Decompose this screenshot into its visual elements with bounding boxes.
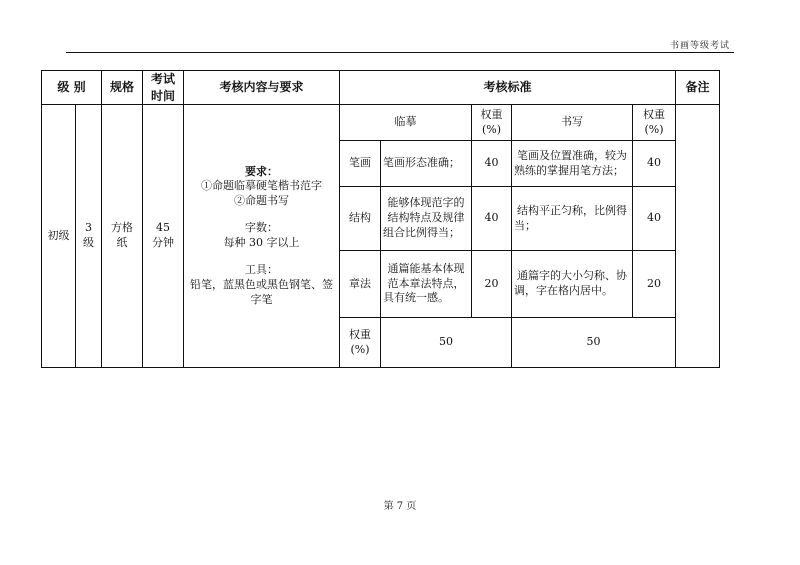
write-weight: 40 [633, 141, 676, 187]
time-cell [143, 105, 184, 368]
total-weight-label-line2: (%) [350, 342, 370, 356]
copy-description: 笔画形态准确； [381, 141, 472, 187]
tools-value-line1: 铅笔，蓝黑色或黑色钢笔、签 [190, 277, 333, 291]
write-weight: 20 [633, 251, 676, 318]
copy-weight: 20 [472, 251, 512, 318]
content-header: 考核内容与要求 [184, 71, 340, 105]
level-number-cell [76, 105, 102, 368]
write-subheader: 书写 [512, 105, 633, 141]
header-row [42, 71, 720, 105]
total-weight-label [340, 318, 381, 368]
total-weight-label-line1: 权重 [349, 327, 371, 341]
time-header-line1: 考试 [150, 72, 175, 87]
time-header-line2: 时间 [150, 88, 175, 103]
time-minutes: 45 [156, 221, 170, 235]
word-count-value: 每种 30 字以上 [223, 236, 300, 249]
tools-label: 工具： [245, 262, 278, 276]
level-unit: 级 [83, 236, 94, 249]
spec-cell [102, 105, 143, 368]
spacer [186, 251, 337, 263]
copy-weight-label: 权重 [480, 107, 503, 121]
header-rule [66, 52, 734, 53]
copy-weight: 40 [472, 187, 512, 251]
copy-weight-subheader [472, 105, 512, 141]
criteria-category: 章法 [340, 251, 381, 318]
requirements-title: 要求： [245, 164, 278, 178]
criteria-header: 考核标准 [340, 71, 676, 105]
time-unit: 分钟 [152, 236, 174, 249]
write-weight-subheader [633, 105, 676, 141]
level-name-cell: 初级 [42, 105, 76, 368]
running-header: 书画等级考试 [669, 41, 730, 51]
time-header [143, 71, 184, 105]
criteria-category: 笔画 [340, 141, 381, 187]
tools-value-line2: 字笔 [250, 292, 273, 306]
word-count-label: 字数： [245, 221, 278, 235]
level-number: 3 [85, 221, 92, 235]
copy-subheader: 临摹 [340, 105, 472, 141]
copy-total-weight: 50 [381, 318, 512, 368]
copy-description: 能够体现范字的结构特点及规律组合比例得当； [381, 187, 472, 251]
spec-line2: 纸 [116, 236, 128, 249]
write-description: 结构平正匀称，比例得当； [512, 187, 633, 251]
copy-description: 通篇能基本体现范本章法特点，具有统一感。 [381, 251, 472, 318]
requirement-item-1: ①命题临摹硬笔楷书范字 [201, 179, 322, 193]
write-weight-unit: (%) [644, 122, 664, 136]
requirement-item-2: ②命题书写 [234, 194, 289, 208]
write-description: 笔画及位置准确，较为熟练的掌握用笔方法； [512, 141, 633, 187]
spec-line1: 方格 [111, 221, 133, 235]
exam-standards-table [41, 70, 720, 368]
notes-header: 备注 [676, 71, 720, 105]
level-header: 级 别 [42, 71, 102, 105]
write-weight-label: 权重 [643, 107, 666, 121]
requirements-cell [184, 105, 340, 368]
spec-header: 规格 [102, 71, 143, 105]
subheader-row [42, 105, 720, 141]
write-description: 通篇字的大小匀称、协调，字在格内居中。 [512, 251, 633, 318]
spacer [186, 209, 337, 221]
criteria-category: 结构 [340, 187, 381, 251]
copy-weight-unit: (%) [481, 122, 502, 136]
copy-weight: 40 [472, 141, 512, 187]
write-weight: 40 [633, 187, 676, 251]
page-number: 第 7 页 [383, 501, 417, 512]
notes-cell [676, 105, 720, 368]
write-total-weight: 50 [512, 318, 676, 368]
